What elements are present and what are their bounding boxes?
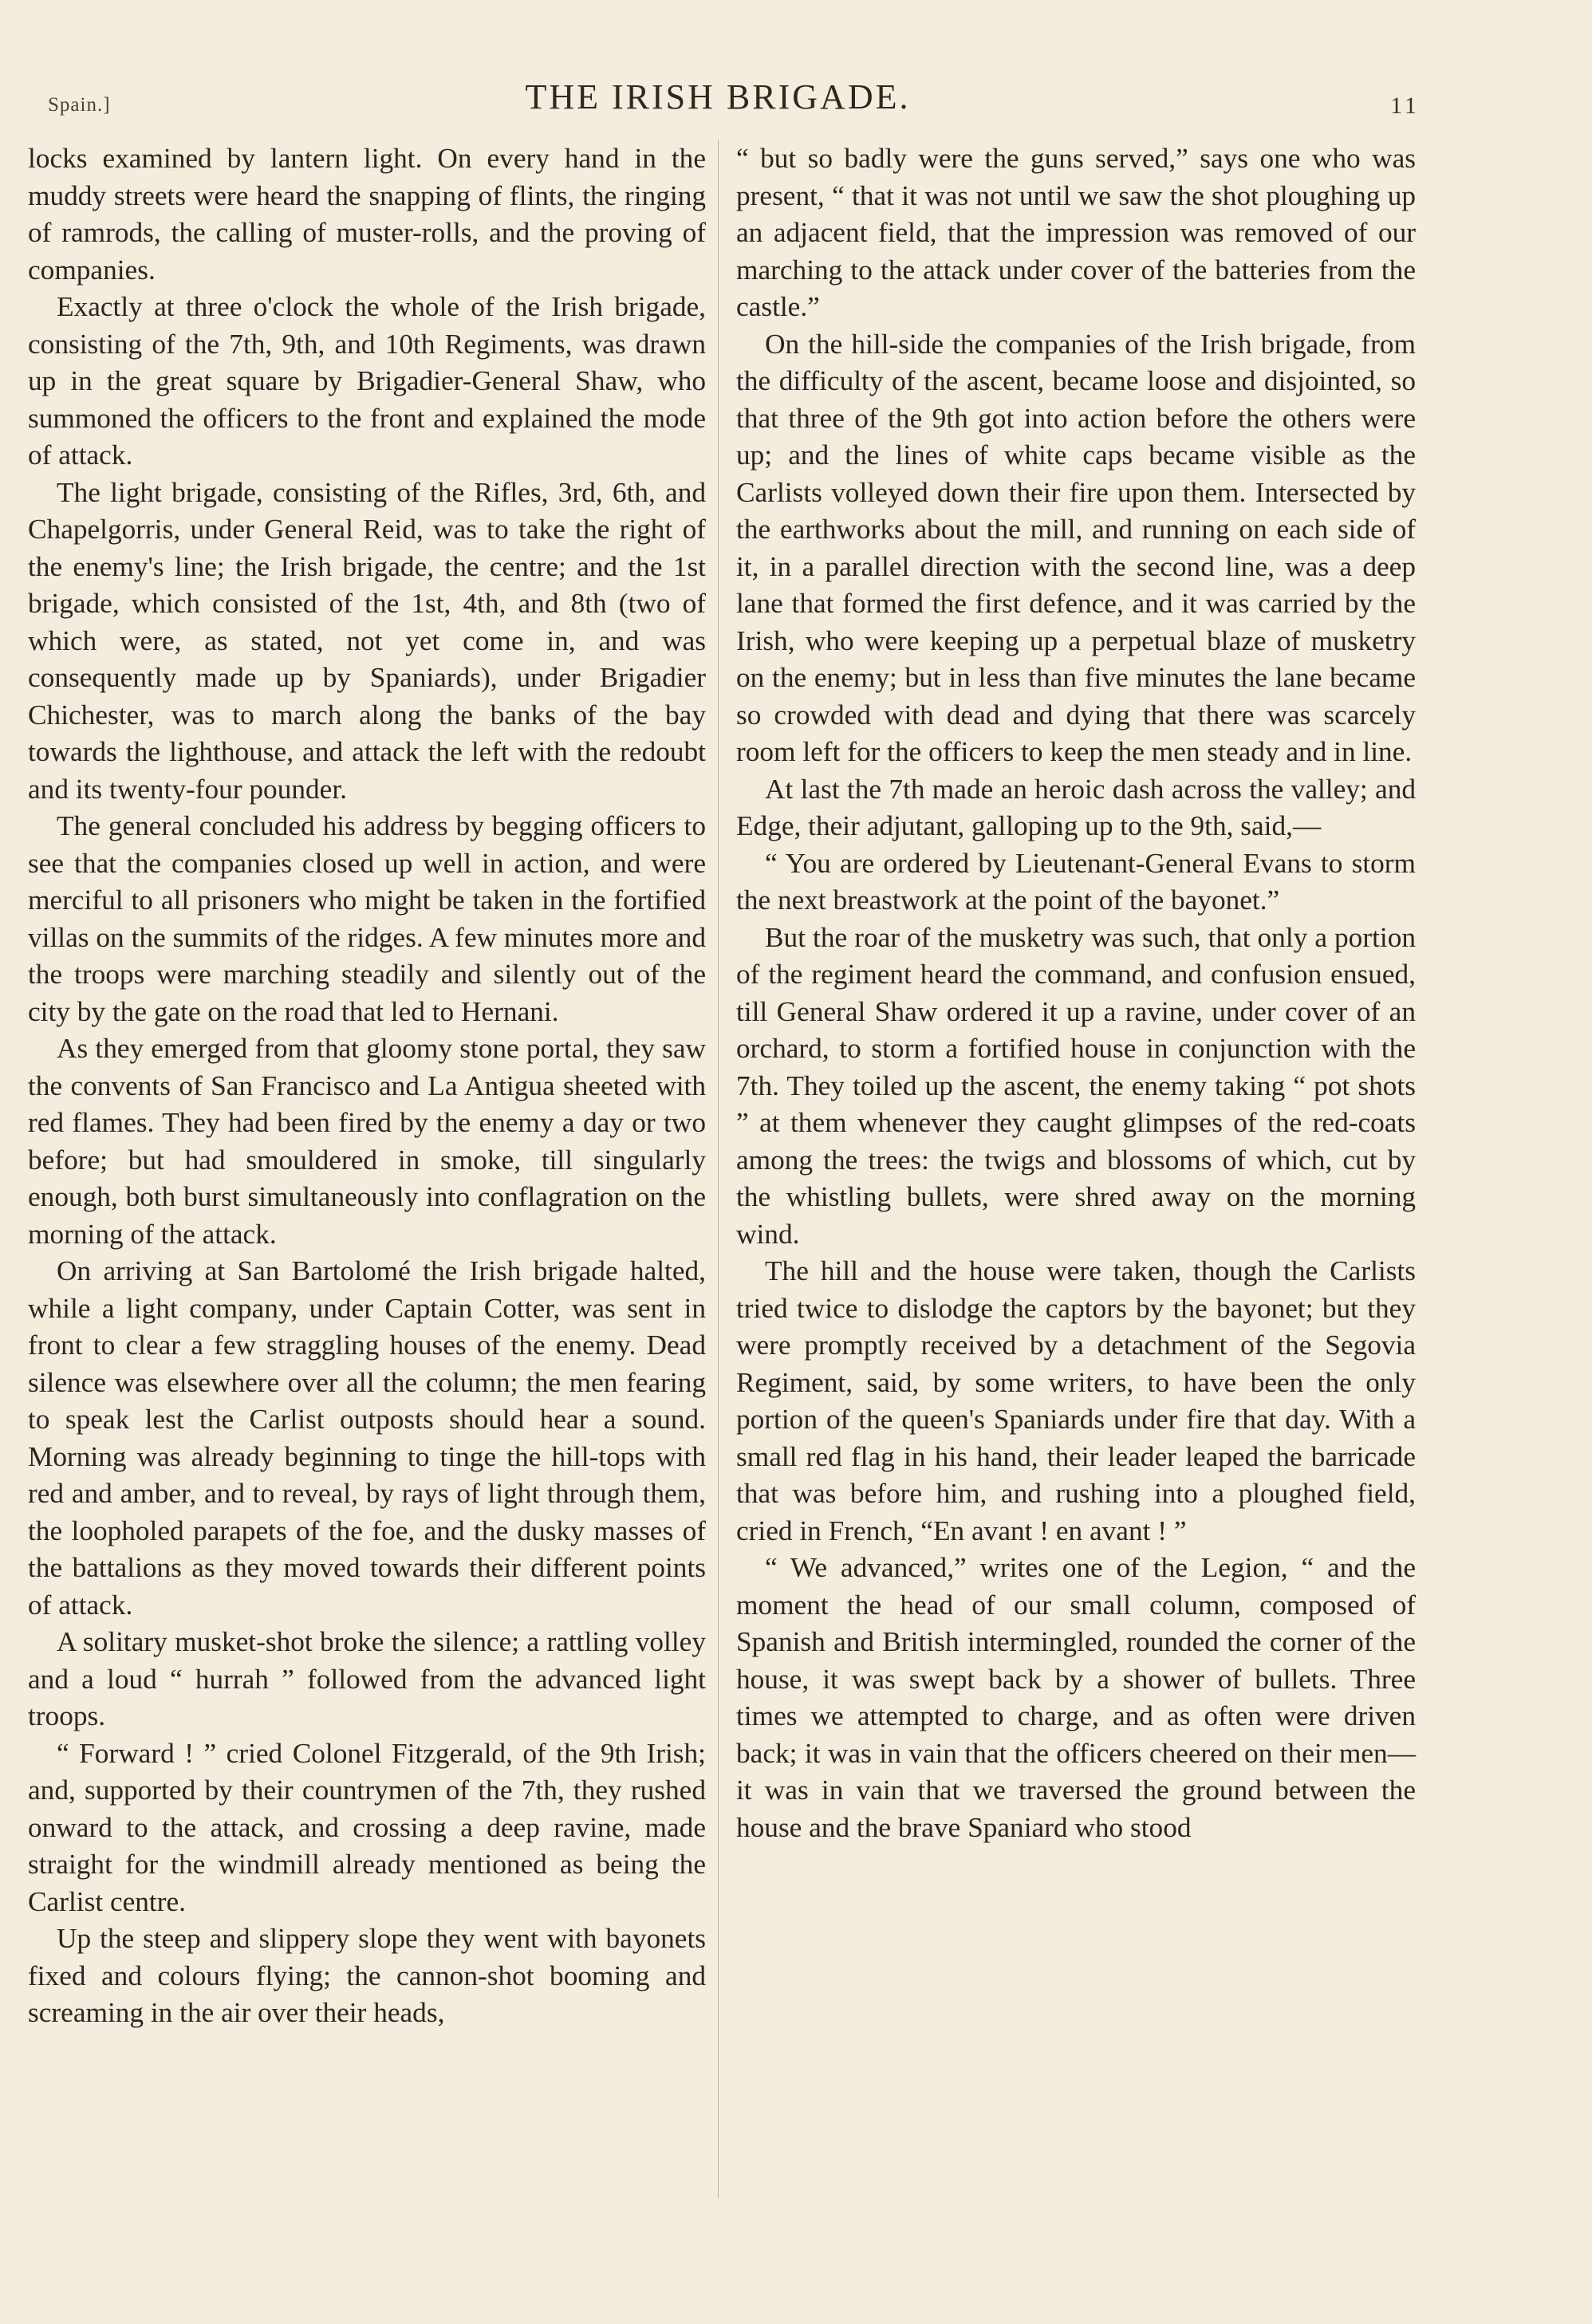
paragraph: The general concluded his address by begging officers to see that the companies closed up well in action, and were merciful to all prisoners who might be taken in the fortified villas on the summits of the ridges. A few minutes more and the troops were marching steadily and silently out of the city by the gate on the road that led to Hernani.: [28, 810, 706, 1027]
paragraph: As they emerged from that gloomy stone portal, they saw the convents of San Francisco and La Antigua sheeted with red flames. They had been fired by the enemy a day or two before; but had smouldered in smoke, till singularly enough, both burst simultaneously into conflagration on the morning of the attack.: [28, 1033, 706, 1250]
paragraph: “ We advanced,” writes one of the Legion, “ and the moment the head of our small column, composed of Spanish and British intermingled, rounded the corner of the house, it was swept back by a shower of bullets. Three times we attempted to charge, and as often were driven back; it was in vain that the officers cheered on their men—it was in vain that we traversed the ground between the house and the brave Spaniard who stood: [736, 1552, 1416, 1843]
paragraph: On the hill-side the companies of the Irish brigade, from the difficulty of the ascent, became loose and disjointed, so that three of the 9th got into action before the others were up; and the lines of white caps became visible as the Carlists volleyed down their fire upon them. Intersected by the earthworks about the mill, and running on each side of it, in a parallel direction with the second line, was a deep lane that formed the first defence, and it was carried by the Irish, who were keeping up a perpetual blaze of musketry on the enemy; but in less than five minutes the lane became so crowded with dead and dying that there was scarcely room left for the officers to keep the men steady and in line.: [736, 328, 1416, 767]
left-column: [28, 140, 706, 2032]
right-column: [736, 140, 1416, 1846]
paragraph: A solitary musket-shot broke the silence; a rattling volley and a loud “ hurrah ” followed from the advanced light troops.: [28, 1626, 706, 1731]
section-tag: Spain.]: [48, 94, 111, 116]
paragraph: “ Forward ! ” cried Colonel Fitzgerald, of the 9th Irish; and, supported by their countrymen of the 7th, they rushed onward to the attack, and crossing a deep ravine, made straight for the windmill already mentioned as being the Carlist centre.: [28, 1737, 706, 1917]
paragraph: “ but so badly were the guns served,” says one who was present, “ that it was not until we saw the shot ploughing up an adjacent field, that the impression was removed of our marching to the attack under cover of the batteries from the castle.”: [736, 143, 1416, 322]
paragraph: The light brigade, consisting of the Rifles, 3rd, 6th, and Chapelgorris, under General Reid, was to take the right of the enemy's line; the Irish brigade, the centre; and the 1st brigade, which consisted of the 1st, 4th, and 8th (two of which were, as stated, not yet come in, and was consequently made up by Spaniards), under Brigadier Chichester, was to march along the banks of the bay towards the lighthouse, and attack the left with the redoubt and its twenty-four pounder.: [28, 476, 706, 805]
paragraph: Up the steep and slippery slope they went with bayonets fixed and colours flying; the cannon-shot booming and screaming in the air over their heads,: [28, 1923, 706, 2028]
paragraph: On arriving at San Bartolomé the Irish brigade halted, while a light company, under Captain Cotter, was sent in front to clear a few straggling houses of the enemy. Dead silence was elsewhere over all the column; the men fearing to speak lest the Carlist outposts should hear a sound. Morning was already beginning to tinge the hill-tops with red and amber, and to reveal, by rays of light through them, the loopholed parapets of the foe, and the dusky masses of the battalions as they moved towards their different points of attack.: [28, 1255, 706, 1621]
page-number: 11: [1390, 93, 1420, 119]
paragraph: locks examined by lantern light. On every hand in the muddy streets were heard the snapping of flints, the ringing of ramrods, the calling of muster-rolls, and the proving of companies.: [28, 143, 706, 286]
paragraph: At last the 7th made an heroic dash across the valley; and Edge, their adjutant, galloping up to the 9th, said,—: [736, 773, 1416, 841]
running-head: [24, 77, 1420, 124]
page-title: THE IRISH BRIGADE.: [525, 77, 911, 116]
paragraph: But the roar of the musketry was such, that only a portion of the regiment heard the command, and confusion ensued, till General Shaw ordered it up a ravine, under cover of an orchard, to storm a fortified house in conjunction with the 7th. They toiled up the ascent, the enemy taking “ pot shots ” at them whenever they caught glimpses of the red-coats among the trees: the twigs and blossoms of which, cut by the whistling bullets, were shred away on the morning wind.: [736, 921, 1416, 1250]
paragraph: The hill and the house were taken, though the Carlists tried twice to dislodge the captors by the bayonet; but they were promptly received by a detachment of the Segovia Regiment, said, by some writers, to have been the only portion of the queen's Spaniards under fire that day. With a small red flag in his hand, their leader leaped the barricade that was before him, and rushing into a ploughed field, cried in French, “En avant ! en avant ! ”: [736, 1255, 1416, 1546]
paragraph: “ You are ordered by Lieutenant-General Evans to storm the next breastwork at the point of the bayonet.”: [736, 847, 1416, 916]
paragraph: Exactly at three o'clock the whole of the Irish brigade, consisting of the 7th, 9th, and 10th Regiments, was drawn up in the great square by Brigadier-General Shaw, who summoned the officers to the front and explained the mode of attack.: [28, 291, 706, 471]
column-divider: [718, 140, 719, 2198]
